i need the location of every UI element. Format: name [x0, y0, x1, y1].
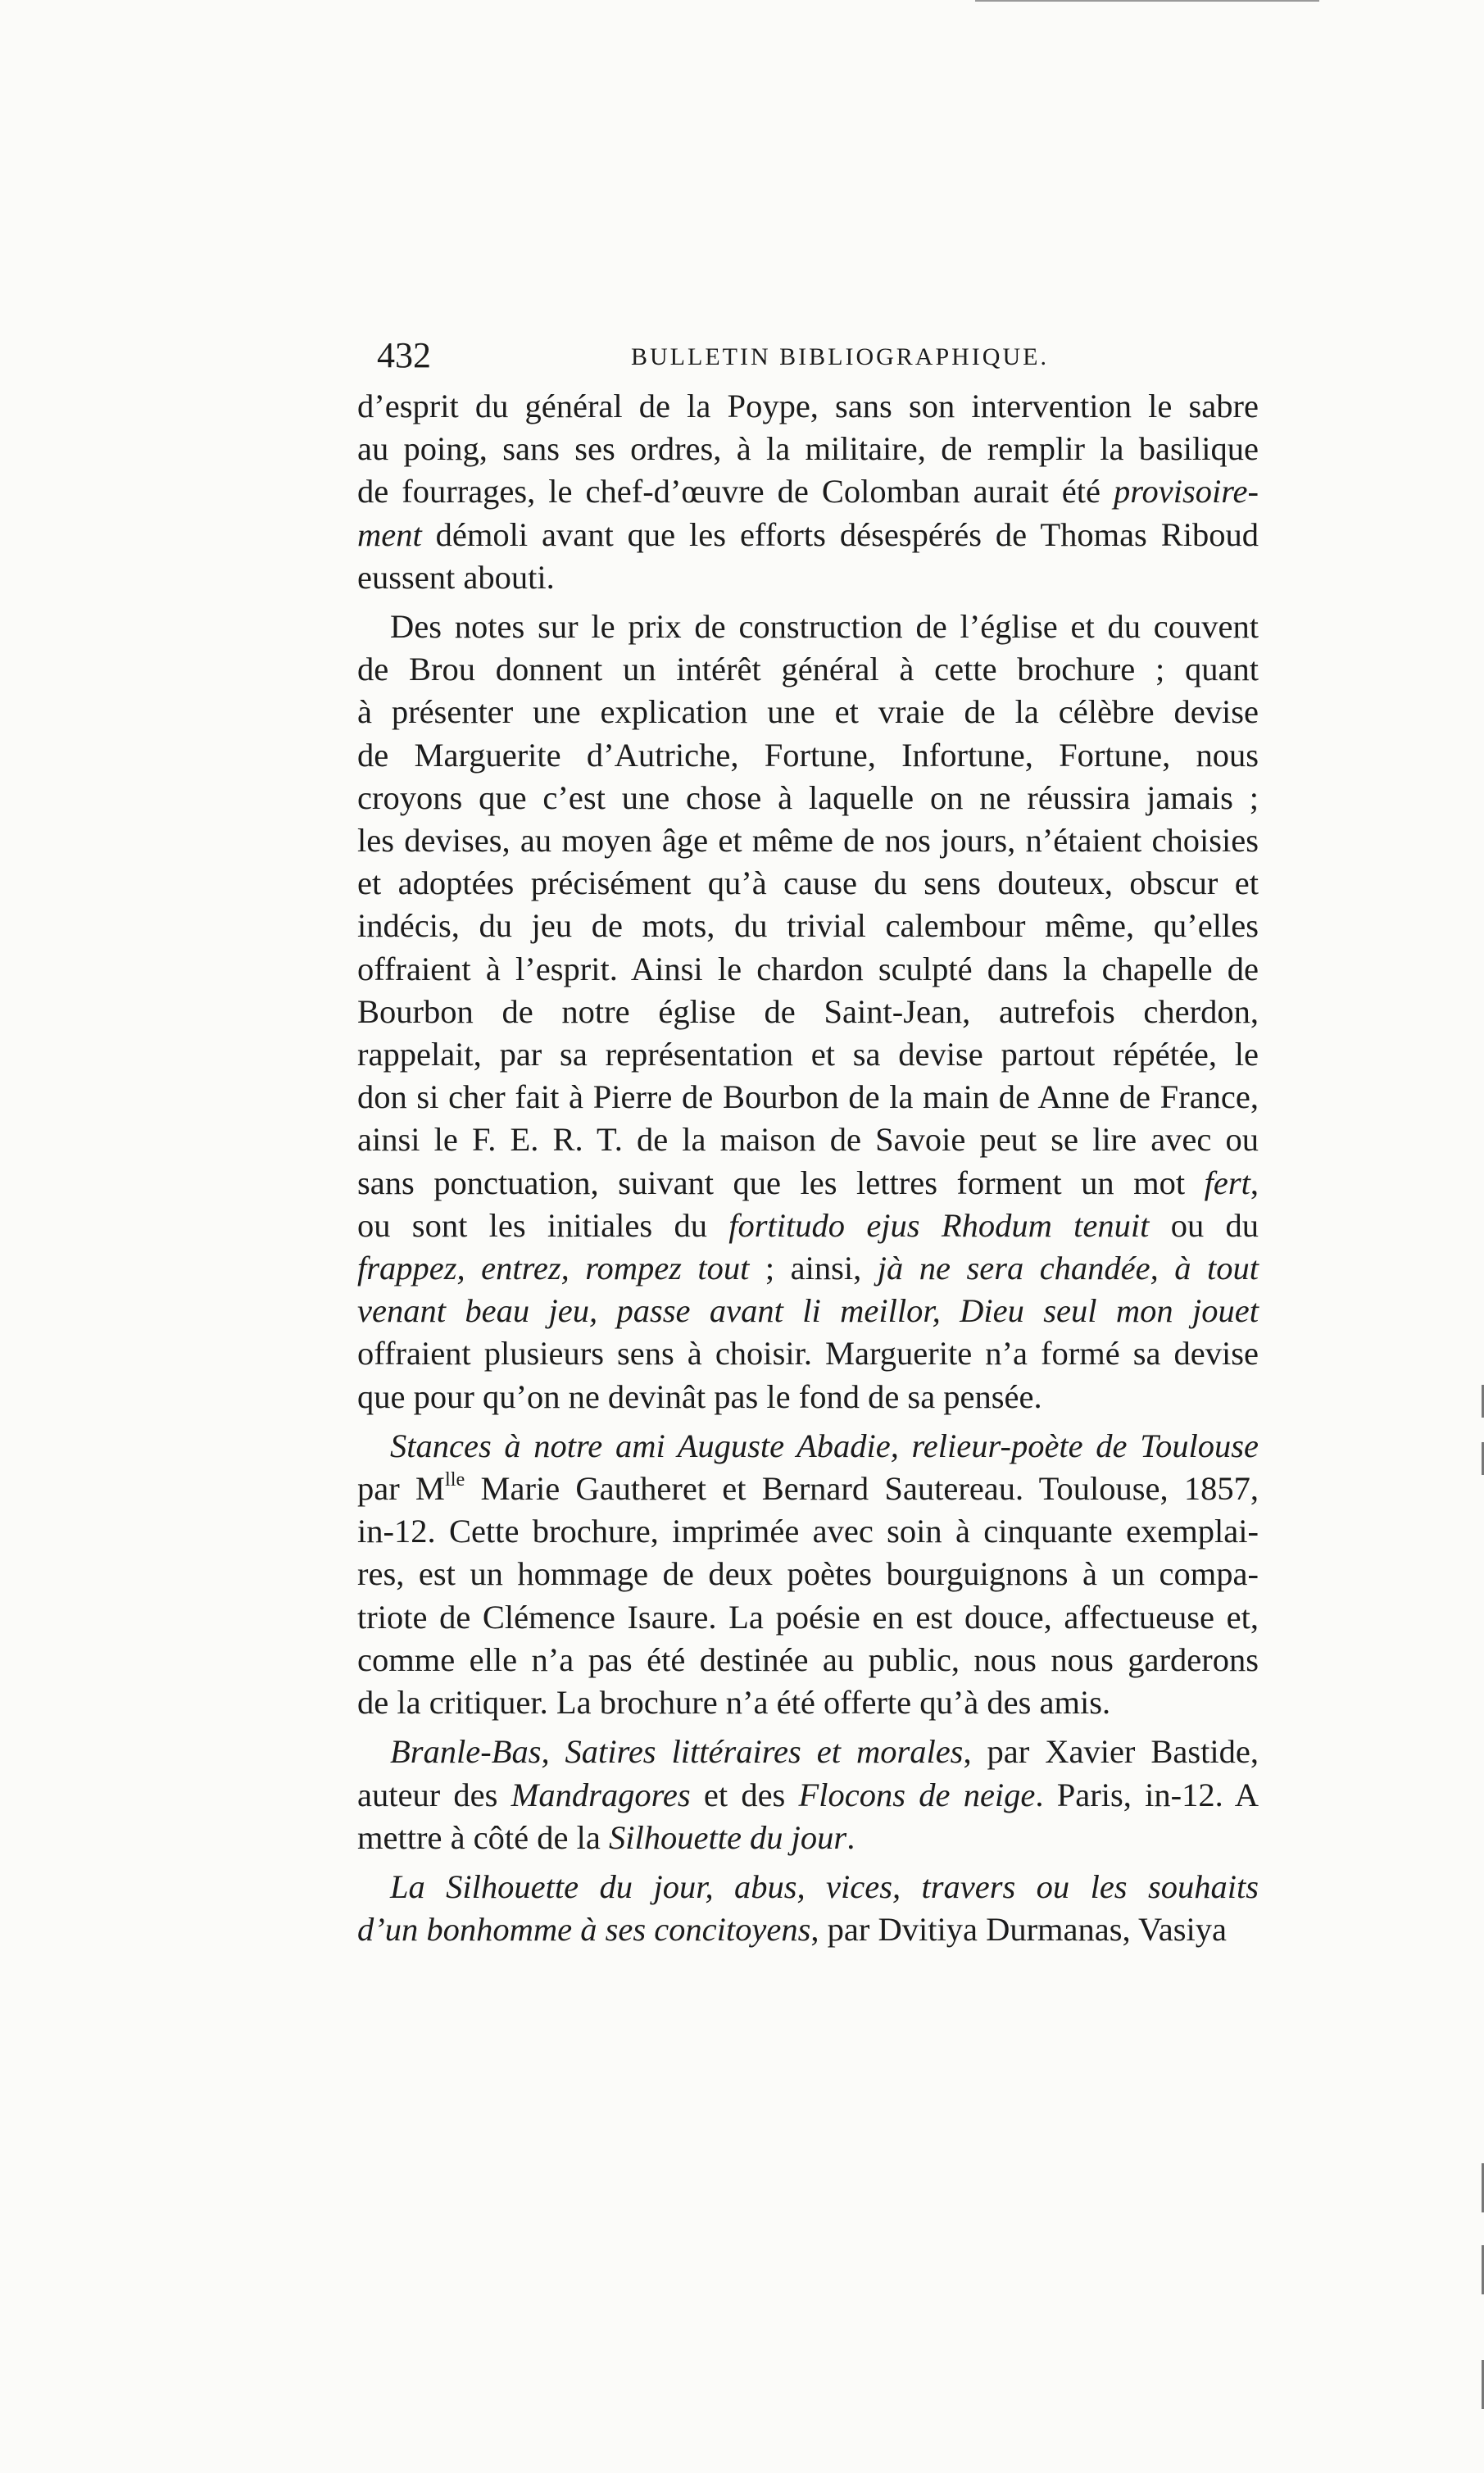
text-line [357, 606, 1259, 648]
italic-text: Branle-Bas, Satires littéraires et morales [390, 1733, 964, 1771]
text-span: . [846, 1818, 855, 1856]
text-span: auteur des [357, 1776, 511, 1813]
text-span: in-12. Cette brochure, imprimée avec soin à cinquante exemplai- [357, 1513, 1259, 1550]
text-line [357, 470, 1259, 513]
italic-text: provisoire- [1114, 473, 1259, 510]
text-line [357, 948, 1259, 991]
text-span: de la critiquer. La brochure n’a été offerte qu’à des amis. [357, 1684, 1111, 1722]
text-line [357, 819, 1259, 862]
text-line [357, 734, 1259, 777]
text-span: ou sont les initiales du [357, 1206, 729, 1244]
text-span: de Marguerite d’Autriche, Fortune, Infortune, Fortune, nous [357, 736, 1259, 774]
italic-text: ment [357, 515, 422, 553]
text-line [357, 1376, 1259, 1418]
text-line [357, 691, 1259, 733]
italic-text: Silhouette du jour [608, 1818, 847, 1856]
paragraph [357, 385, 1259, 599]
italic-text: Mandragores [511, 1776, 691, 1813]
text-line [357, 1817, 1259, 1859]
italic-text: La Silhouette du jour, abus, vices, travers ou les souhaits [390, 1867, 1259, 1905]
paragraph [357, 1731, 1259, 1859]
text-line [357, 514, 1259, 556]
running-title: BULLETIN BIBLIOGRAPHIQUE. [631, 343, 1049, 370]
text-span: et des [690, 1776, 799, 1813]
text-line [357, 1908, 1259, 1951]
text-span: à présenter une explication une et vraie de la célèbre devise [357, 693, 1259, 731]
text-span: les devises, au moyen âge et même de nos jours, n’étaient choisies [357, 822, 1259, 860]
text-line [357, 1553, 1259, 1595]
text-span: Des notes sur le prix de construction de l’église et du couvent [390, 608, 1259, 646]
text-line [357, 1468, 1259, 1510]
text-span: offraient plusieurs sens à choisir. Marguerite n’a formé sa devise [357, 1335, 1259, 1373]
text-line [357, 1205, 1259, 1247]
text-span: sans ponctuation, suivant que les lettres forment un mot [357, 1164, 1205, 1201]
text-span: comme elle n’a pas été destinée au public, nous nous garderons [357, 1640, 1259, 1678]
italic-text: Flocons de neige [798, 1776, 1036, 1813]
text-span: don si cher fait à Pierre de Bourbon de la main de Anne de France, [357, 1078, 1259, 1116]
paragraph [357, 606, 1259, 1418]
text-line [357, 777, 1259, 819]
text-span: ; ainsi, [749, 1250, 878, 1287]
text-line [357, 1076, 1259, 1119]
superscript-text: lle [444, 1468, 465, 1491]
text-span: et adoptées précisément qu’à cause du sens douteux, obscur et [357, 864, 1259, 902]
text-line [357, 428, 1259, 470]
text-line [357, 1731, 1259, 1773]
text-line [357, 1119, 1259, 1161]
text-line [357, 385, 1259, 428]
text-span: , [1250, 1164, 1259, 1201]
text-span: . Paris, in-12. A [1035, 1776, 1259, 1813]
text-span: ou du [1149, 1206, 1259, 1244]
text-line [357, 1332, 1259, 1375]
scan-edge-rule [975, 0, 1319, 2]
page-header [377, 331, 1255, 380]
text-span: de fourrages, le chef-d’œuvre de Colomban aurait été [357, 473, 1114, 510]
text-line [357, 1247, 1259, 1290]
paragraph [357, 1425, 1259, 1724]
italic-text: jà ne sera chandée, à tout [877, 1250, 1259, 1287]
text-span: mettre à côté de la [357, 1818, 609, 1856]
text-span: Marie Gautheret et Bernard Sautereau. Toulouse, 1857, [465, 1470, 1259, 1508]
text-span: offraient à l’esprit. Ainsi le chardon sculpté dans la chapelle de [357, 950, 1259, 987]
text-line [357, 556, 1259, 599]
text-line [357, 1774, 1259, 1817]
text-line [357, 991, 1259, 1033]
text-line [357, 905, 1259, 947]
text-span: , par Xavier Bastide, [963, 1733, 1259, 1771]
page-number: 432 [377, 335, 431, 375]
text-span: Bourbon de notre église de Saint-Jean, autrefois cherdon, [357, 992, 1259, 1030]
text-span: indécis, du jeu de mots, du trivial calembour même, qu’elles [357, 907, 1259, 945]
text-line [357, 1639, 1259, 1681]
text-span: rappelait, par sa représentation et sa devise partout répétée, le [357, 1036, 1259, 1073]
text-span: croyons que c’est une chose à laquelle on ne réussira jamais ; [357, 778, 1259, 816]
text-line [357, 648, 1259, 691]
paragraph [357, 1866, 1259, 1951]
text-line [357, 1596, 1259, 1639]
italic-text: frappez, entrez, rompez tout [357, 1250, 750, 1287]
text-line [357, 862, 1259, 905]
text-span: eussent abouti. [357, 558, 555, 596]
text-span: par M [357, 1470, 445, 1508]
text-span: d’esprit du général de la Poype, sans son intervention le sabre [357, 388, 1259, 424]
italic-text: fert [1204, 1164, 1250, 1201]
italic-text: d’un bonhomme à ses concitoyens [357, 1911, 811, 1949]
italic-text: Stances à notre ami Auguste Abadie, relieur-poète de Toulouse [390, 1427, 1259, 1464]
text-span: res, est un hommage de deux poètes bourguignons à un compa- [357, 1555, 1259, 1593]
body-text [357, 385, 1259, 1951]
text-span: que pour qu’on ne devinât pas le fond de sa pensée. [357, 1377, 1042, 1415]
italic-text: venant beau jeu, passe avant li meillor, Dieu seul mon jouet [357, 1292, 1259, 1330]
text-span: au poing, sans ses ordres, à la militaire, de remplir la basilique [357, 430, 1259, 468]
text-line [357, 1162, 1259, 1205]
text-line [357, 1866, 1259, 1908]
text-span: démoli avant que les efforts désespérés de Thomas Riboud [421, 515, 1259, 553]
text-line [357, 1681, 1259, 1724]
text-line [357, 1033, 1259, 1076]
text-line [357, 1510, 1259, 1553]
text-line [357, 1425, 1259, 1468]
text-span: ainsi le F. E. R. T. de la maison de Savoie peut se lire avec ou [357, 1121, 1259, 1159]
text-line [357, 1290, 1259, 1332]
text-span: de Brou donnent un intérêt général à cette brochure ; quant [357, 651, 1259, 688]
text-span: triote de Clémence Isaure. La poésie en est douce, affectueuse et, [357, 1598, 1259, 1636]
italic-text: fortitudo ejus Rhodum tenuit [728, 1206, 1150, 1244]
text-span: , par Dvitiya Durmanas, Vasiya [810, 1911, 1228, 1949]
